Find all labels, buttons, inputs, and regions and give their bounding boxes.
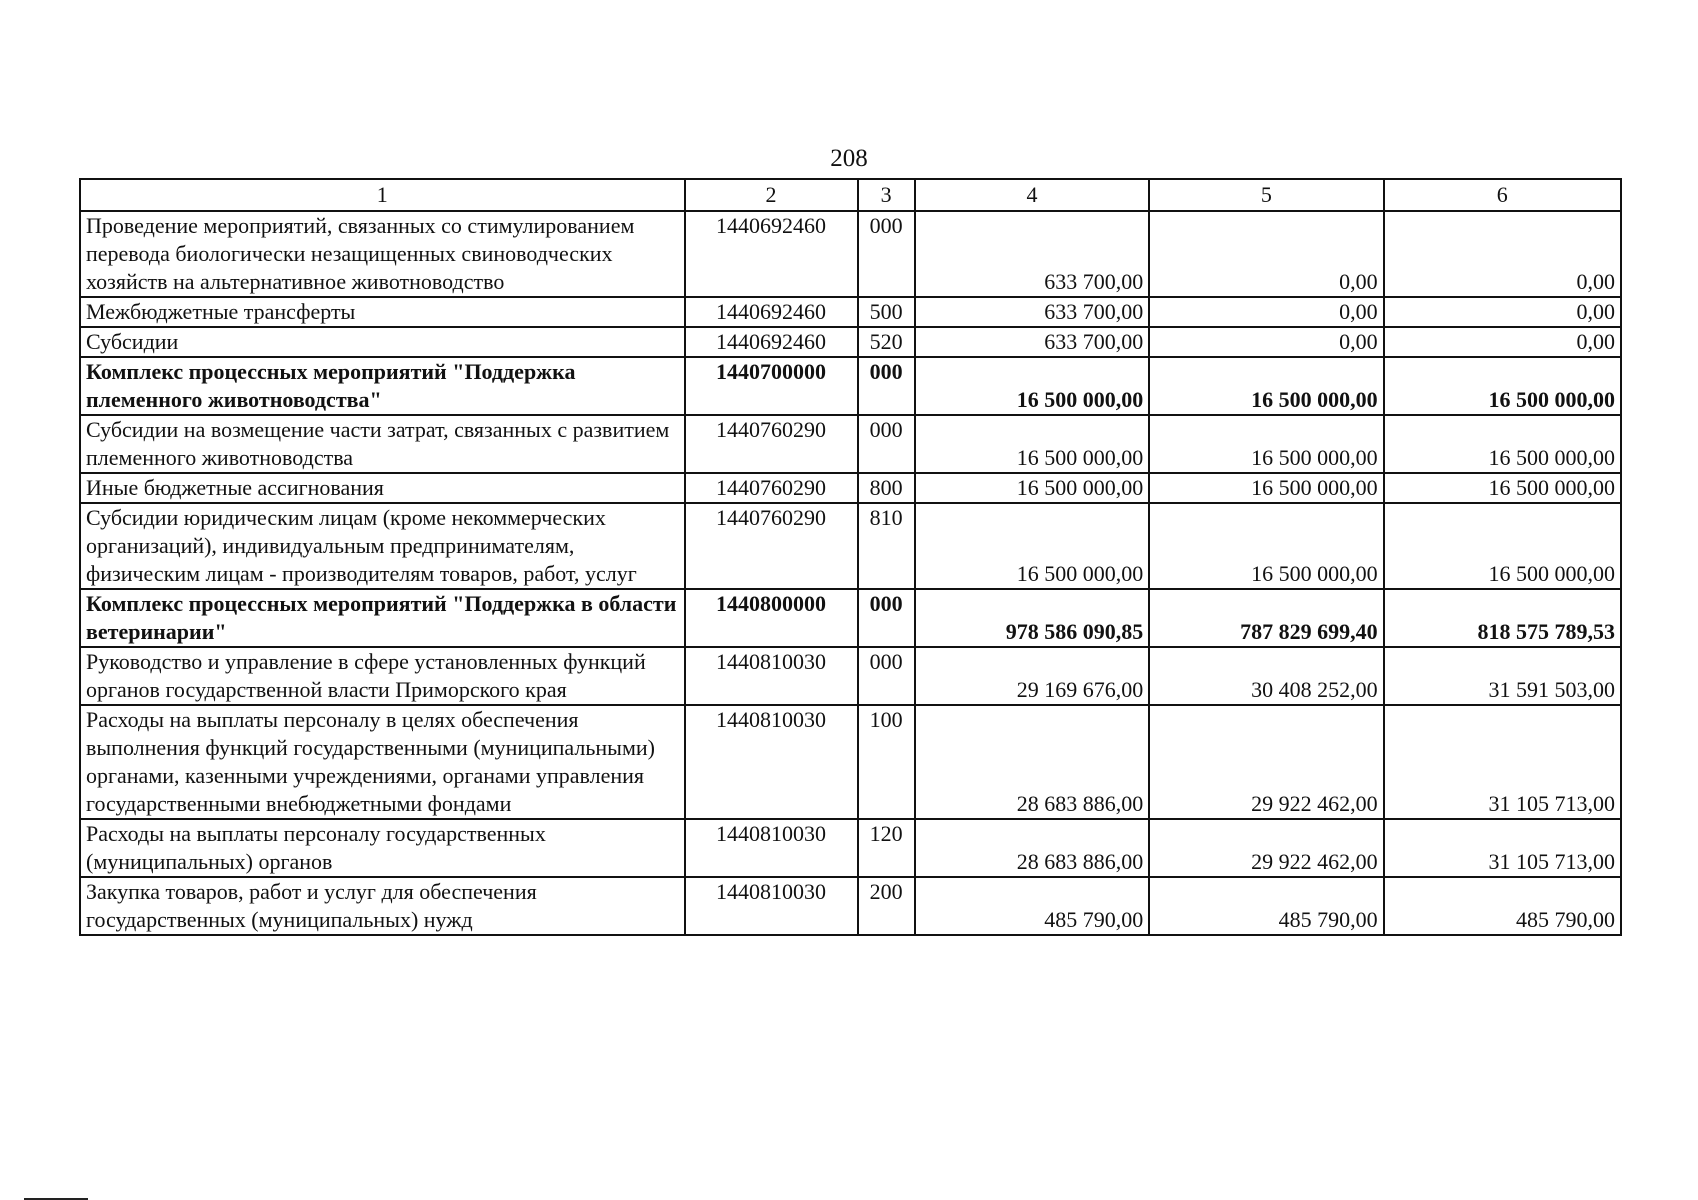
amount-column-4: 16 500 000,00 (915, 415, 1149, 473)
expense-type-code: 120 (858, 819, 915, 877)
column-number: 4 (915, 179, 1149, 211)
table-row (80, 647, 1621, 705)
expense-type-code: 000 (858, 415, 915, 473)
amount-column-4: 29 169 676,00 (915, 647, 1149, 705)
amount-column-5: 29 922 462,00 (1149, 819, 1383, 877)
table-row (80, 877, 1621, 935)
amount-column-6: 0,00 (1384, 297, 1621, 327)
amount-column-5: 16 500 000,00 (1149, 473, 1383, 503)
amount-column-5: 29 922 462,00 (1149, 705, 1383, 819)
budget-table (79, 178, 1622, 936)
budget-item-name: Межбюджетные трансферты (80, 297, 685, 327)
amount-column-6: 31 105 713,00 (1384, 819, 1621, 877)
table-row (80, 473, 1621, 503)
amount-column-4: 16 500 000,00 (915, 503, 1149, 589)
amount-column-6: 16 500 000,00 (1384, 473, 1621, 503)
budget-item-name: Расходы на выплаты персоналу государственных (муниципальных) органов (80, 819, 685, 877)
table-row (80, 589, 1621, 647)
amount-column-6: 818 575 789,53 (1384, 589, 1621, 647)
expense-type-code: 500 (858, 297, 915, 327)
table-row (80, 819, 1621, 877)
expense-type-code: 100 (858, 705, 915, 819)
amount-column-6: 31 105 713,00 (1384, 705, 1621, 819)
table-row (80, 357, 1621, 415)
budget-item-name: Комплекс процессных мероприятий "Поддержка племенного животноводства" (80, 357, 685, 415)
amount-column-5: 0,00 (1149, 327, 1383, 357)
column-number-row (80, 179, 1621, 211)
amount-column-6: 31 591 503,00 (1384, 647, 1621, 705)
amount-column-4: 28 683 886,00 (915, 819, 1149, 877)
target-article-code: 1440692460 (685, 327, 858, 357)
page-number: 208 (830, 145, 868, 172)
amount-column-5: 16 500 000,00 (1149, 415, 1383, 473)
amount-column-4: 485 790,00 (915, 877, 1149, 935)
column-number: 3 (858, 179, 915, 211)
amount-column-6: 16 500 000,00 (1384, 503, 1621, 589)
budget-item-name: Иные бюджетные ассигнования (80, 473, 685, 503)
budget-item-name: Субсидии на возмещение части затрат, связанных с развитием племенного животноводства (80, 415, 685, 473)
amount-column-5: 0,00 (1149, 297, 1383, 327)
table-row (80, 327, 1621, 357)
table-row (80, 297, 1621, 327)
amount-column-6: 0,00 (1384, 327, 1621, 357)
column-number: 6 (1384, 179, 1621, 211)
expense-type-code: 000 (858, 357, 915, 415)
budget-item-name: Проведение мероприятий, связанных со стимулированием перевода биологически незащищенных свиноводческих хозяйств на альтернативное животноводство (80, 211, 685, 297)
expense-type-code: 000 (858, 647, 915, 705)
expense-type-code: 200 (858, 877, 915, 935)
budget-item-name: Субсидии (80, 327, 685, 357)
amount-column-5: 30 408 252,00 (1149, 647, 1383, 705)
expense-type-code: 810 (858, 503, 915, 589)
column-number: 1 (80, 179, 685, 211)
amount-column-4: 978 586 090,85 (915, 589, 1149, 647)
table-row (80, 503, 1621, 589)
target-article-code: 1440700000 (685, 357, 858, 415)
table-row (80, 211, 1621, 297)
column-number: 2 (685, 179, 858, 211)
amount-column-6: 16 500 000,00 (1384, 357, 1621, 415)
target-article-code: 1440810030 (685, 647, 858, 705)
target-article-code: 1440800000 (685, 589, 858, 647)
amount-column-6: 485 790,00 (1384, 877, 1621, 935)
budget-item-name: Руководство и управление в сфере установленных функций органов государственной власти Приморского края (80, 647, 685, 705)
column-number: 5 (1149, 179, 1383, 211)
target-article-code: 1440692460 (685, 211, 858, 297)
target-article-code: 1440760290 (685, 415, 858, 473)
amount-column-4: 16 500 000,00 (915, 473, 1149, 503)
expense-type-code: 000 (858, 589, 915, 647)
amount-column-5: 16 500 000,00 (1149, 503, 1383, 589)
expense-type-code: 000 (858, 211, 915, 297)
target-article-code: 1440760290 (685, 473, 858, 503)
target-article-code: 1440810030 (685, 877, 858, 935)
amount-column-6: 16 500 000,00 (1384, 415, 1621, 473)
budget-item-name: Закупка товаров, работ и услуг для обеспечения государственных (муниципальных) нужд (80, 877, 685, 935)
budget-item-name: Комплекс процессных мероприятий "Поддержка в области ветеринарии" (80, 589, 685, 647)
expense-type-code: 800 (858, 473, 915, 503)
expense-type-code: 520 (858, 327, 915, 357)
amount-column-4: 28 683 886,00 (915, 705, 1149, 819)
table-row (80, 705, 1621, 819)
target-article-code: 1440692460 (685, 297, 858, 327)
amount-column-5: 787 829 699,40 (1149, 589, 1383, 647)
amount-column-5: 0,00 (1149, 211, 1383, 297)
table-row (80, 415, 1621, 473)
amount-column-5: 485 790,00 (1149, 877, 1383, 935)
amount-column-5: 16 500 000,00 (1149, 357, 1383, 415)
amount-column-4: 16 500 000,00 (915, 357, 1149, 415)
amount-column-4: 633 700,00 (915, 211, 1149, 297)
amount-column-6: 0,00 (1384, 211, 1621, 297)
amount-column-4: 633 700,00 (915, 327, 1149, 357)
amount-column-4: 633 700,00 (915, 297, 1149, 327)
budget-item-name: Расходы на выплаты персоналу в целях обеспечения выполнения функций государственными (муниципальными) органами, казенными учреждениями, органами управления государственными внебюджетными фондами (80, 705, 685, 819)
target-article-code: 1440760290 (685, 503, 858, 589)
budget-item-name: Субсидии юридическим лицам (кроме некоммерческих организаций), индивидуальным предпринимателям, физическим лицам - производителям товаров, работ, услуг (80, 503, 685, 589)
target-article-code: 1440810030 (685, 819, 858, 877)
target-article-code: 1440810030 (685, 705, 858, 819)
